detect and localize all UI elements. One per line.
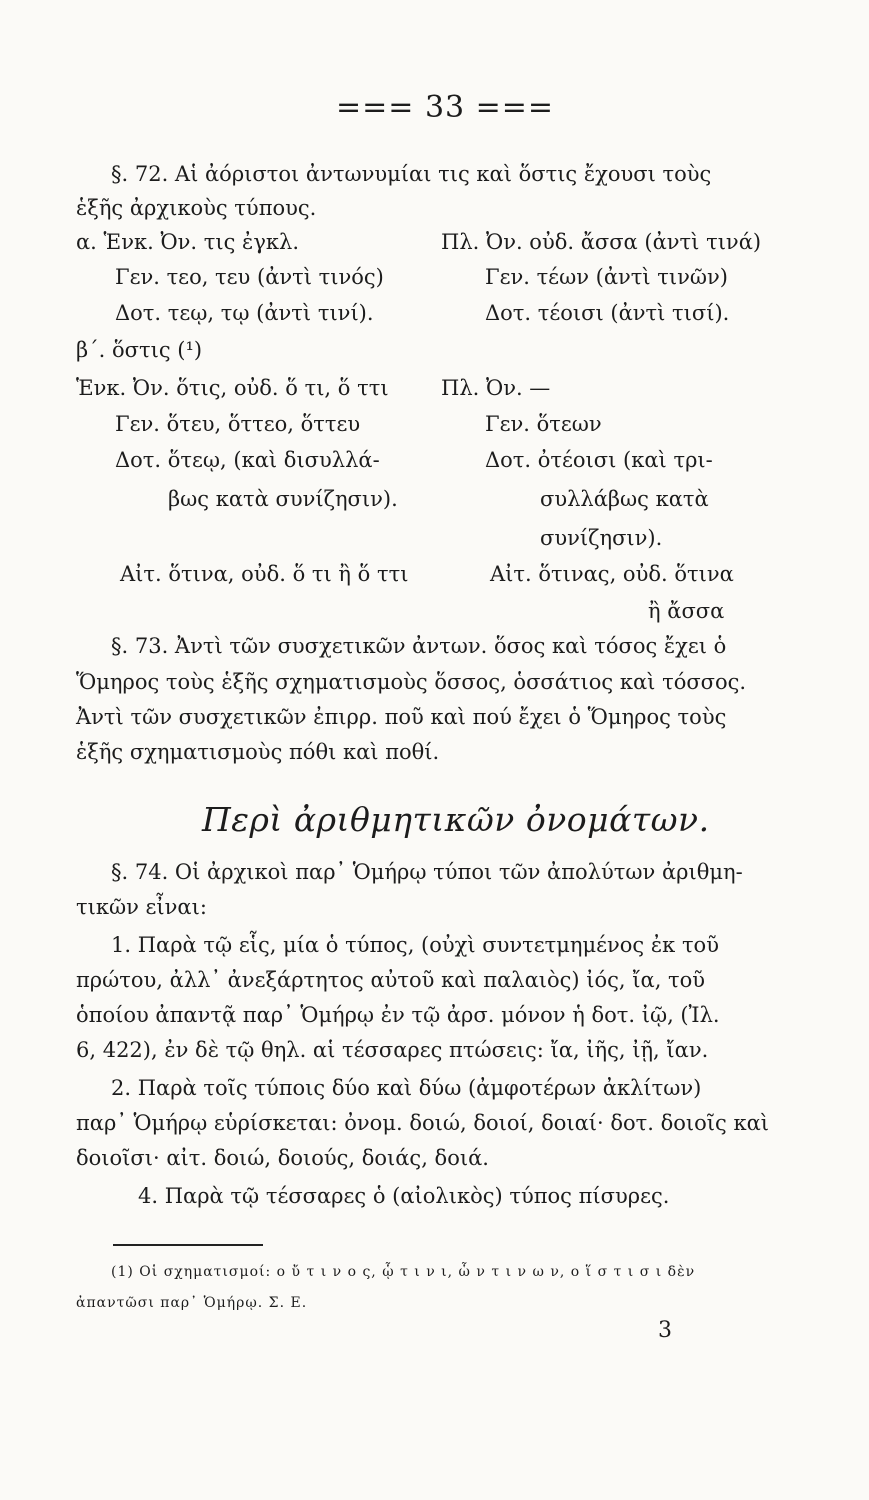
s73-line: ἑξῆς σχηματισμοὺς πόθι καὶ ποθί. xyxy=(76,740,440,764)
section-heading: Περὶ ἀριθμητικῶν ὀνομάτων. xyxy=(202,800,710,839)
s74-line: 1. Παρὰ τῷ εἷς, μία ὁ τύπος, (οὐχὶ συντετμημένος ἐκ τοῦ xyxy=(111,933,719,957)
s74-line: 6, 422), ἐν δὲ τῷ θηλ. αἱ τέσσαρες πτώσεις: ἴα, ἰῆς, ἰῇ, ἴαν. xyxy=(76,1038,709,1062)
paradigm-right: συλλάβως κατὰ xyxy=(540,487,709,511)
paradigm-left: Δοτ. τεῳ, τῳ (ἀντὶ τινί). xyxy=(115,301,374,325)
s74-line: §. 74. Οἱ ἀρχικοὶ παρ᾽ Ὁμήρῳ τύποι τῶν ἀπολύτων ἀριθμη- xyxy=(111,860,743,884)
paradigm-right: Πλ. Ὀν. — xyxy=(441,376,551,400)
s74-line: ὁποίου ἀπαντᾷ παρ᾽ Ὁμήρῳ ἐν τῷ ἀρσ. μόνον ἡ δοτ. ἰῷ, (Ἰλ. xyxy=(76,1003,720,1027)
paradigm-right: συνίζησιν). xyxy=(540,526,663,550)
s74-line: 4. Παρὰ τῷ τέσσαρες ὁ (αἰολικὸς) τύπος πίσυρες. xyxy=(138,1184,670,1208)
page-header: === 33 === xyxy=(336,90,555,125)
paradigm-right: ἢ ἄσσα xyxy=(648,599,725,623)
s73-line: §. 73. Ἀντὶ τῶν συσχετικῶν ἀντων. ὅσος καὶ τόσος ἔχει ὁ xyxy=(111,634,727,658)
paradigm-right: Δοτ. ὀτέοισι (καὶ τρι- xyxy=(485,448,713,472)
paradigm-left: Ἑνκ. Ὀν. ὅτις, οὐδ. ὅ τι, ὅ ττι xyxy=(76,376,389,400)
paradigm-left: βως κατὰ συνίζησιν). xyxy=(168,487,398,511)
s73-line: Ὅμηρος τοὺς ἑξῆς σχηματισμοὺς ὅσσος, ὁσσάτιος καὶ τόσσος. xyxy=(76,670,747,694)
footnote-rule xyxy=(113,1244,263,1246)
s72-line-1: §. 72. Αἱ ἀόριστοι ἀντωνυμίαι τις καὶ ὅστις ἔχουσι τοὺς xyxy=(111,162,712,186)
paradigm-left: α. Ἑνκ. Ὀν. τις ἐγκλ. xyxy=(76,230,299,254)
s72-line-2: ἑξῆς ἀρχικοὺς τύπους. xyxy=(76,196,317,220)
s74-line: δοιοῖσι· αἰτ. δοιώ, δοιούς, δοιάς, δοιά. xyxy=(76,1146,489,1170)
paradigm-right: Αἰτ. ὅτινας, οὐδ. ὅτινα xyxy=(490,562,734,586)
paradigm-right: Γεν. ὅτεων xyxy=(485,412,602,436)
paradigm-left: Γεν. ὅτευ, ὅττεο, ὅττευ xyxy=(115,412,361,436)
paradigm-left: Δοτ. ὅτεῳ, (καὶ δισυλλά- xyxy=(115,448,380,472)
paradigm-left: Αἰτ. ὅτινα, οὐδ. ὅ τι ἢ ὅ ττι xyxy=(120,562,409,586)
s74-line: τικῶν εἶναι: xyxy=(76,895,207,919)
paradigm-left: β΄. ὅστις (¹) xyxy=(76,338,203,362)
s74-line: πρώτου, ἀλλ᾽ ἀνεξάρτητος αὐτοῦ καὶ παλαιὸς) ἰός, ἴα, τοῦ xyxy=(76,968,706,992)
s74-line: παρ᾽ Ὁμήρῳ εὑρίσκεται: ὀνομ. δοιώ, δοιοί, δοιαί· δοτ. δοιοῖς καὶ xyxy=(76,1111,769,1135)
s74-line: 2. Παρὰ τοῖς τύποις δύο καὶ δύω (ἀμφοτέρων ἀκλίτων) xyxy=(111,1076,702,1100)
signature-mark: 3 xyxy=(658,1318,672,1343)
paradigm-right: Γεν. τέων (ἀντὶ τινῶν) xyxy=(485,265,728,289)
s73-line: Ἀντὶ τῶν συσχετικῶν ἐπιρρ. ποῦ καὶ πού ἔχει ὁ Ὅμηρος τοὺς xyxy=(76,705,727,729)
paradigm-right: Πλ. Ὀν. οὐδ. ἄσσα (ἀντὶ τινά) xyxy=(441,230,762,254)
paradigm-right: Δοτ. τέοισι (ἀντὶ τισί). xyxy=(485,301,730,325)
footnote-line: ἀπαντῶσι παρ᾽ Ὁμήρῳ. Σ. Ε. xyxy=(76,1295,308,1311)
paradigm-left: Γεν. τεο, τευ (ἀντὶ τινός) xyxy=(115,265,384,289)
footnote-line: (1) Οἱ σχηματισμοί: ο ὔ τ ι ν ο ς, ᾧ τ ι ν ι, ὧ ν τ ι ν ω ν, ο ἵ σ τ ι σ ι δὲν xyxy=(111,1264,696,1280)
